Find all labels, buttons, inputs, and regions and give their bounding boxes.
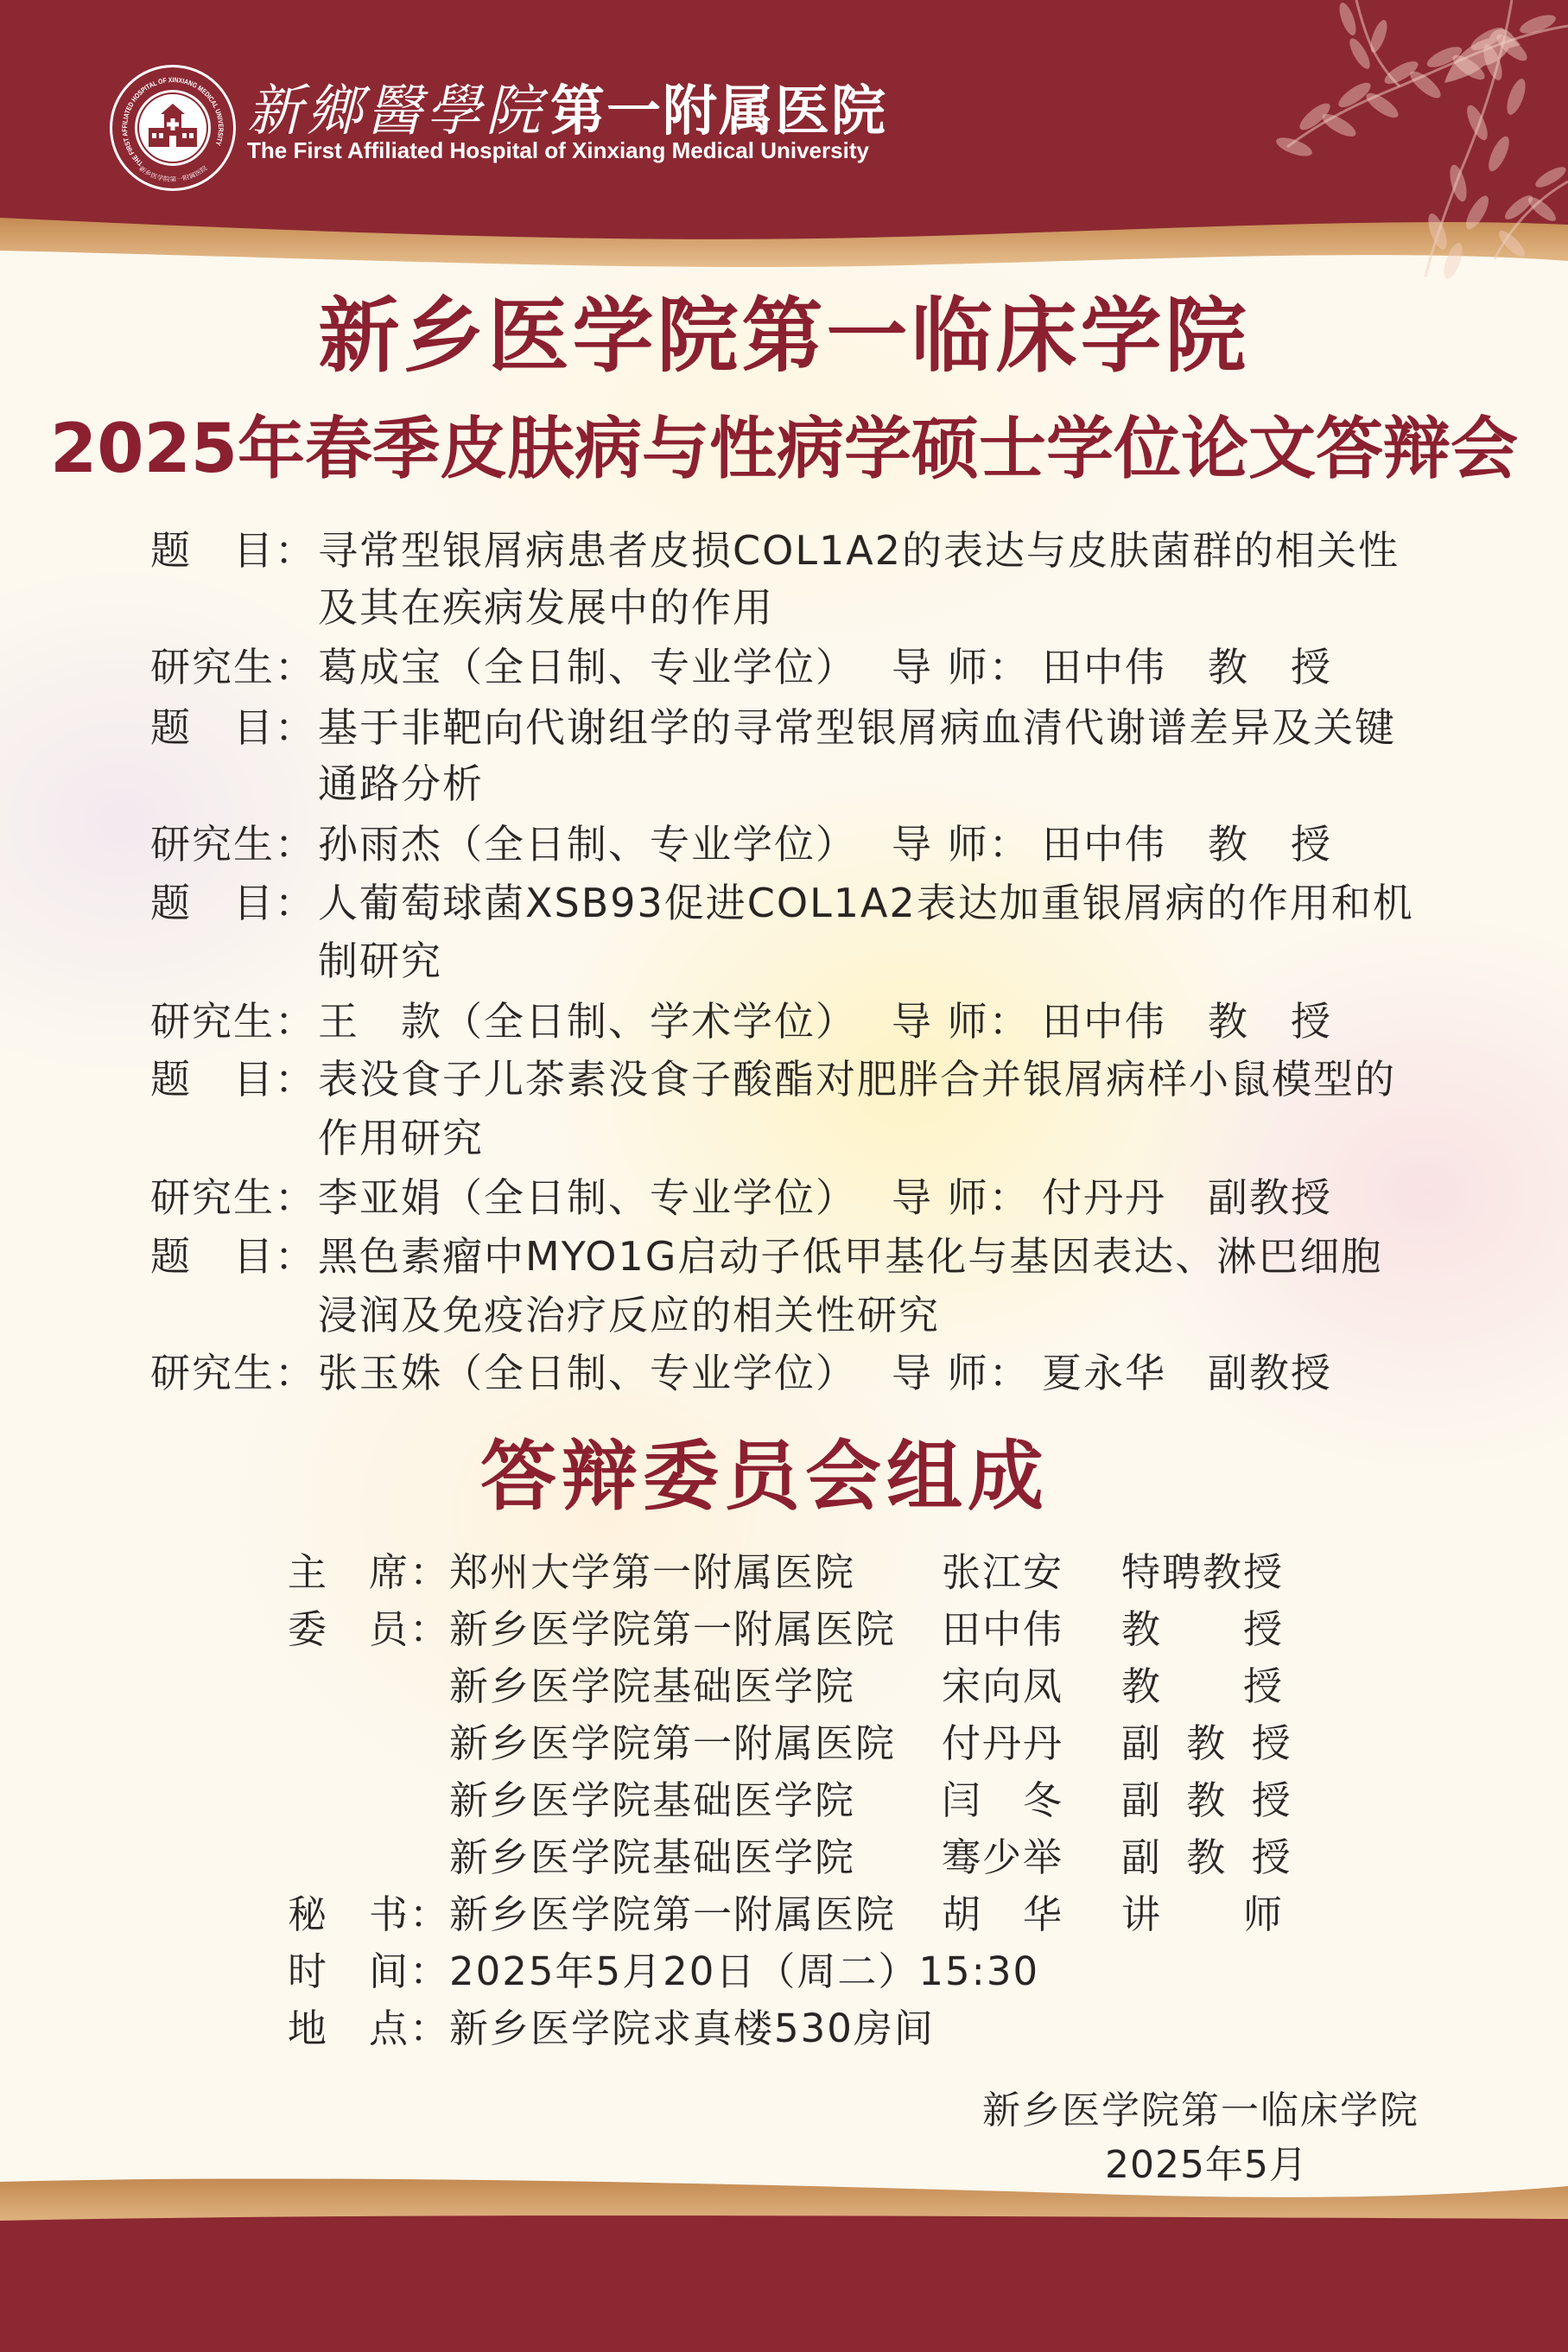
- leaf: [1462, 193, 1493, 232]
- leaf: [1425, 212, 1451, 252]
- committee-chair-row: [0, 1544, 1568, 1601]
- defense-location-row: [0, 2000, 1568, 2057]
- thesis-topic-continuation: [0, 931, 1568, 990]
- member-title: 特聘教授: [1121, 1549, 1285, 1595]
- leaf: [1503, 77, 1529, 118]
- location-label: 地 点：: [288, 2006, 451, 2051]
- leaf: [1484, 134, 1513, 175]
- member-org: 新乡医学院第一附属医院: [449, 1606, 897, 1652]
- student-label: 研究生：: [150, 644, 316, 690]
- member-name: 田中伟: [942, 1606, 1064, 1652]
- leaf: [1336, 1, 1360, 37]
- members-label: 委 员：: [288, 1606, 451, 1652]
- advisor-label: 导 师：: [892, 821, 1031, 868]
- student-name: 李亚娟（全日制、专业学位）: [318, 1174, 857, 1221]
- thesis-student-row: [0, 638, 1568, 696]
- leaf: [1274, 134, 1315, 160]
- member-name: 闫 冬: [942, 1777, 1064, 1823]
- student-name: 葛成宝（全日制、专业学位）: [318, 644, 857, 690]
- member-org: 新乡医学院基础医学院: [449, 1777, 856, 1823]
- hospital-name-calligraphy: 新鄉醫學院: [247, 79, 545, 143]
- advisor-name: 田中伟 教 授: [1042, 644, 1332, 690]
- topic-label: 题 目：: [150, 1233, 316, 1280]
- member-title: 讲 师: [1121, 1891, 1285, 1937]
- topic-text: 及其在疾病发展中的作用: [318, 584, 774, 631]
- topic-label: 题 目：: [150, 704, 316, 751]
- time-value: 2025年5月20日（周二）15:30: [449, 1948, 1040, 1994]
- committee-heading: 答辩委员会组成: [479, 1432, 1049, 1521]
- chair-label: 主 席：: [288, 1549, 451, 1595]
- advisor-label: 导 师：: [892, 644, 1031, 690]
- topic-text: 作用研究: [318, 1115, 484, 1161]
- thesis-topic-continuation: [0, 754, 1568, 813]
- topic-text: 通路分析: [318, 760, 484, 807]
- hospital-name-suffix: 第一附属医院: [550, 79, 887, 143]
- hospital-logo: [109, 64, 237, 192]
- advisor-label: 导 师：: [892, 1350, 1031, 1396]
- thesis-topic-continuation: [0, 1109, 1568, 1167]
- thesis-student-row: [0, 1168, 1568, 1227]
- student-label: 研究生：: [150, 998, 316, 1045]
- advisor-name: 付丹丹 副教授: [1042, 1174, 1332, 1221]
- member-title: 教 授: [1121, 1606, 1285, 1652]
- advisor-name: 夏永华 副教授: [1042, 1350, 1332, 1396]
- committee-secretary-row: [0, 1886, 1568, 1943]
- topic-text: 黑色素瘤中MYO1G启动子低甲基化与基因表达、淋巴细胞: [318, 1233, 1383, 1280]
- issue-date: 2025年5月: [1105, 2143, 1308, 2187]
- topic-text: 基于非靶向代谢组学的寻常型银屑病血清代谢谱差异及关键: [318, 704, 1396, 751]
- topic-label: 题 目：: [150, 527, 316, 574]
- time-label: 时 间：: [288, 1948, 451, 1994]
- student-name: 孙雨杰（全日制、专业学位）: [318, 821, 857, 868]
- topic-text: 表没食子儿茶素没食子酸酯对肥胖合并银屑病样小鼠模型的: [318, 1056, 1396, 1103]
- topic-text: 寻常型银屑病患者皮损COL1A2的表达与皮肤菌群的相关性: [318, 527, 1400, 574]
- member-org: 新乡医学院基础医学院: [449, 1834, 856, 1880]
- member-org: 新乡医学院基础医学院: [449, 1663, 856, 1709]
- committee-member-row: [0, 1658, 1568, 1715]
- member-name: 宋向凤: [942, 1663, 1064, 1709]
- thesis-student-row: [0, 1344, 1568, 1402]
- thesis-student-row: [0, 815, 1568, 874]
- defense-time-row: [0, 1943, 1568, 2000]
- advisor-label: 导 师：: [892, 1174, 1031, 1221]
- student-label: 研究生：: [150, 1174, 316, 1221]
- floral-decoration: [1253, 0, 1568, 285]
- thesis-topic-row: [0, 698, 1568, 757]
- student-label: 研究生：: [150, 1350, 316, 1396]
- thesis-topic-row: [0, 874, 1568, 932]
- topic-text: 人葡萄球菌XSB93促进COL1A2表达加重银屑病的作用和机: [318, 880, 1414, 926]
- member-org: 郑州大学第一附属医院: [449, 1549, 856, 1595]
- advisor-label: 导 师：: [892, 998, 1031, 1045]
- issuer-signature: 新乡医学院第一临床学院: [982, 2088, 1419, 2133]
- committee-member-row: [0, 1715, 1568, 1772]
- student-name: 王 款（全日制、学术学位）: [318, 998, 857, 1045]
- topic-label: 题 目：: [150, 880, 316, 926]
- branch: [1495, 181, 1568, 259]
- thesis-topic-row: [0, 1227, 1568, 1286]
- member-org: 新乡医学院第一附属医院: [449, 1720, 897, 1766]
- thesis-topic-row: [0, 1050, 1568, 1109]
- topic-text: 浸润及免疫治疗反应的相关性研究: [318, 1292, 940, 1338]
- member-title: 教 授: [1121, 1663, 1285, 1709]
- hospital-name: [247, 77, 887, 146]
- committee-member-row: [0, 1829, 1568, 1886]
- thesis-topic-continuation: [0, 578, 1568, 637]
- member-org: 新乡医学院第一附属医院: [449, 1891, 897, 1937]
- leaf: [1533, 163, 1568, 191]
- thesis-topic-row: [0, 521, 1568, 580]
- footer-band: [0, 2215, 1568, 2352]
- topic-label: 题 目：: [150, 1056, 316, 1103]
- advisor-name: 田中伟 教 授: [1042, 821, 1332, 868]
- leaf-cluster: [1274, 1, 1568, 282]
- branch-group: [1287, 0, 1568, 277]
- location-value: 新乡医学院求真楼530房间: [449, 2006, 935, 2051]
- leaf: [1368, 18, 1391, 54]
- member-title: 副 教 授: [1121, 1834, 1292, 1880]
- page-title: 新乡医学院第一临床学院: [318, 289, 1250, 384]
- thesis-topic-continuation: [0, 1286, 1568, 1344]
- leaf: [1501, 192, 1536, 223]
- committee-member-row: [0, 1601, 1568, 1658]
- member-title: 副 教 授: [1121, 1777, 1292, 1823]
- member-name: 骞少举: [942, 1834, 1064, 1880]
- logo-ring-text-cn: 新乡医学院第一附属医院: [137, 165, 208, 183]
- member-title: 副 教 授: [1121, 1720, 1292, 1766]
- secretary-label: 秘 书：: [288, 1891, 451, 1937]
- thesis-student-row: [0, 992, 1568, 1051]
- advisor-name: 田中伟 教 授: [1042, 998, 1332, 1045]
- logo-ring-text-en: THE FIRST AFFILIATED HOSPITAL OF XINXIANG MEDICAL UNIVERSITY: [120, 75, 225, 168]
- member-name: 张江安: [942, 1549, 1064, 1595]
- member-name: 付丹丹: [942, 1720, 1064, 1766]
- page-subtitle: 2025年春季皮肤病与性病学硕士学位论文答辩会: [49, 410, 1519, 488]
- member-name: 胡 华: [942, 1891, 1064, 1937]
- topic-text: 制研究: [318, 938, 442, 984]
- leaf: [1463, 103, 1491, 143]
- student-label: 研究生：: [150, 821, 316, 868]
- student-name: 张玉姝（全日制、专业学位）: [318, 1350, 857, 1396]
- committee-member-row: [0, 1772, 1568, 1829]
- hospital-name-en: The First Affiliated Hospital of Xinxiang Medical University: [247, 137, 869, 163]
